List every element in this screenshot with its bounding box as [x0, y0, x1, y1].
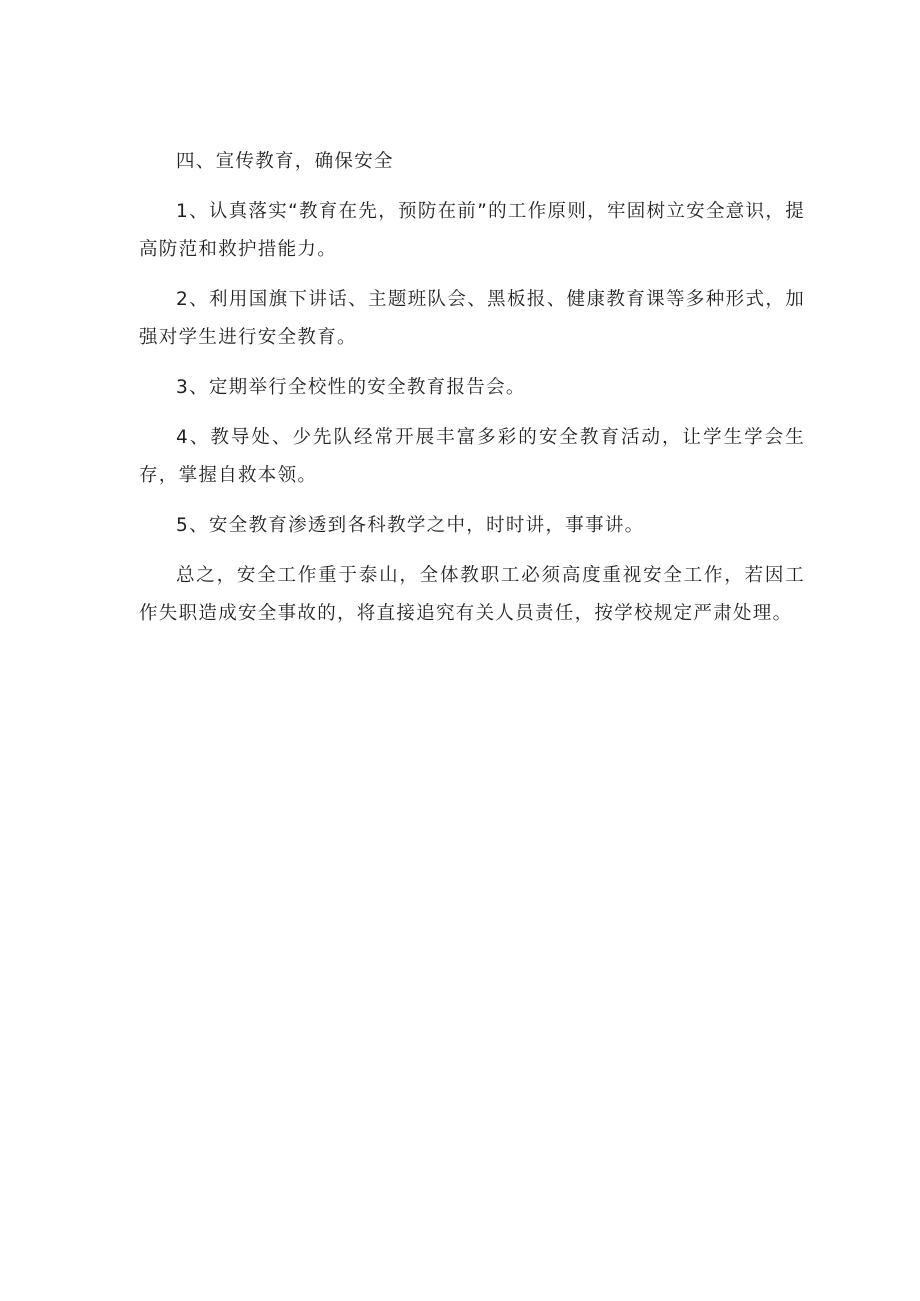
paragraph-4: 4、教导处、少先队经常开展丰富多彩的安全教育活动，让学生学会生存，掌握自救本领。 — [139, 427, 805, 486]
paragraph-summary: 总之，安全工作重于泰山，全体教职工必须高度重视安全工作，若因工作失职造成安全事故的，将直接追究有关人员责任，按学校规定严肃处理。 — [139, 565, 805, 624]
paragraph-3: 3、定期举行全校性的安全教育报告会。 — [176, 377, 526, 398]
document-body — [139, 143, 805, 645]
paragraph-5: 5、安全教育渗透到各科教学之中，时时讲，事事讲。 — [176, 515, 645, 536]
paragraph-1: 1、认真落实“教育在先，预防在前”的工作原则，牢固树立安全意识，提高防范和救护措能力。 — [139, 201, 805, 260]
paragraph-2: 2、利用国旗下讲话、主题班队会、黑板报、健康教育课等多种形式，加强对学生进行安全教育。 — [139, 289, 805, 348]
section-heading: 四、宣传教育，确保安全 — [176, 151, 394, 172]
